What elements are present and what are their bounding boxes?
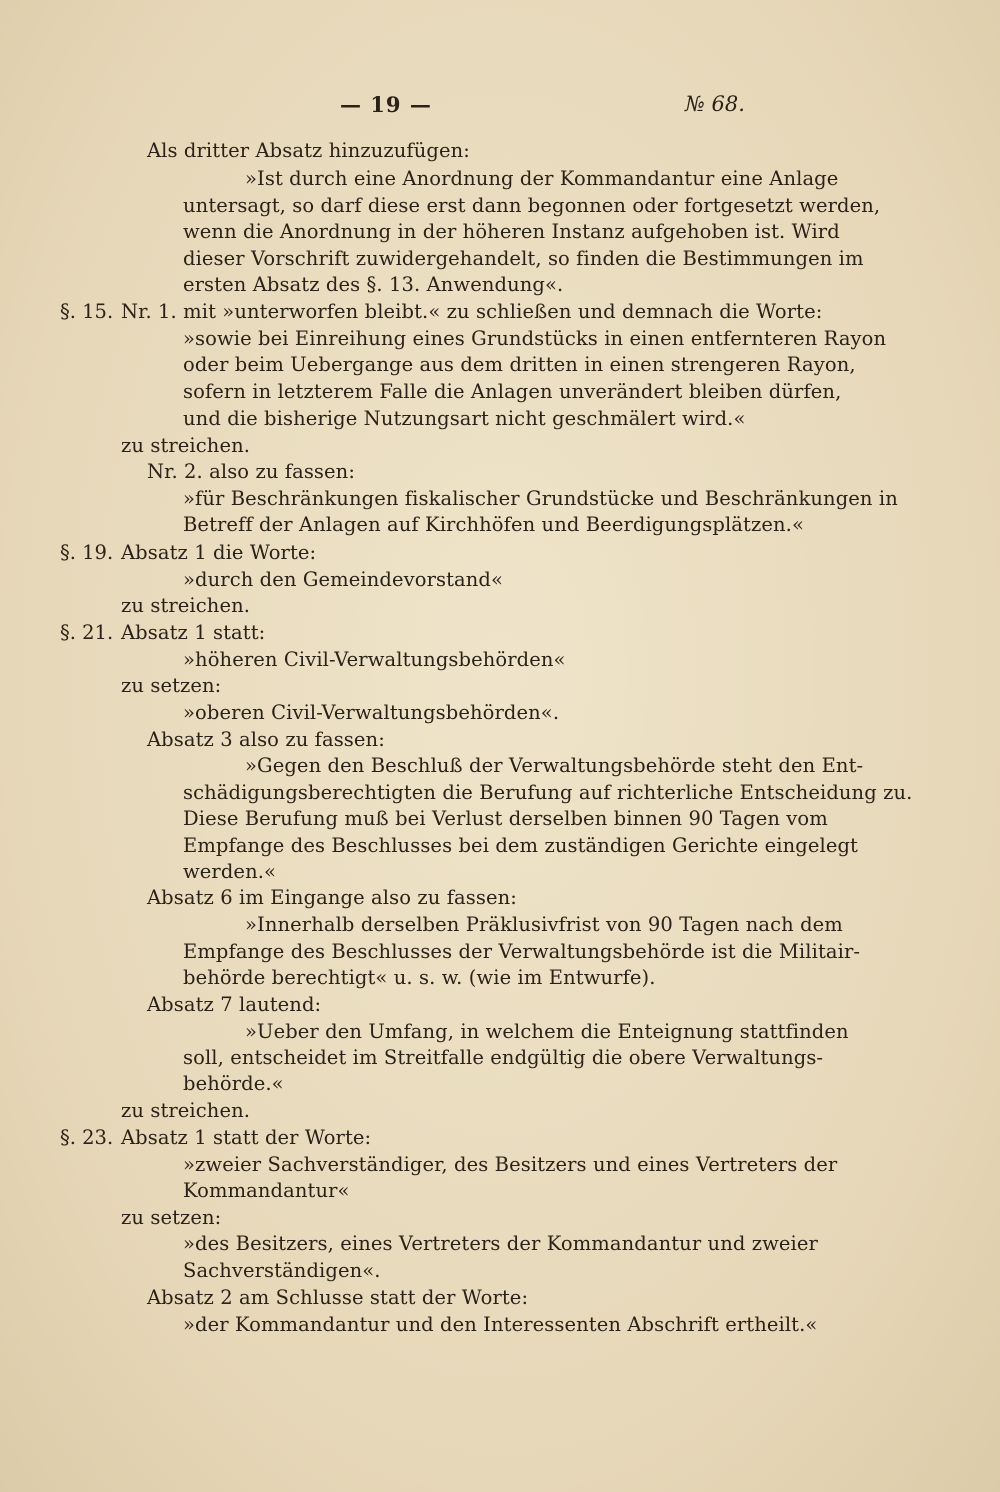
text-line: zu streichen.	[121, 594, 251, 617]
text-line: zu setzen:	[121, 1206, 222, 1229]
text-line: untersagt, so darf diese erst dann begonnen oder fortgesetzt werden,	[183, 194, 881, 217]
section-label-19: §. 19.	[60, 541, 114, 564]
text-line: soll, entscheidet im Streitfalle endgültig die obere Verwaltungs-	[183, 1046, 824, 1069]
text-line: »oberen Civil-Verwaltungsbehörden«.	[183, 701, 560, 724]
text-line: »höheren Civil-Verwaltungsbehörden«	[183, 648, 566, 671]
text-line: »für Beschränkungen fiskalischer Grundstücke und Beschränkungen in	[183, 487, 898, 510]
text-line: »Gegen den Beschluß der Verwaltungsbehörde steht den Ent-	[245, 754, 864, 777]
section-label-23: §. 23.	[60, 1126, 114, 1149]
text-line: Empfange des Beschlusses bei dem zuständigen Gerichte eingelegt	[183, 834, 858, 857]
text-line: Nr. 1. mit »unterworfen bleibt.« zu schließen und demnach die Worte:	[121, 300, 823, 323]
section-label-21: §. 21.	[60, 621, 114, 644]
text-line: »Ueber den Umfang, in welchem die Enteignung stattfinden	[245, 1020, 849, 1043]
text-line: behörde berechtigt« u. s. w. (wie im Entwurfe).	[183, 966, 656, 989]
text-line: Betreff der Anlagen auf Kirchhöfen und Beerdigungsplätzen.«	[183, 513, 804, 536]
text-line: Absatz 2 am Schlusse statt der Worte:	[147, 1286, 529, 1309]
text-line: Nr. 2. also zu fassen:	[147, 460, 356, 483]
text-line: »der Kommandantur und den Interessenten Abschrift ertheilt.«	[183, 1313, 818, 1336]
text-line: Kommandantur«	[183, 1179, 350, 1202]
text-line: Absatz 1 die Worte:	[121, 541, 317, 564]
page-number: — 19 —	[340, 92, 432, 117]
text-line: zu streichen.	[121, 1099, 251, 1122]
text-line: zu setzen:	[121, 674, 222, 697]
text-line: Absatz 3 also zu fassen:	[147, 728, 385, 751]
text-line: Empfange des Beschlusses der Verwaltungsbehörde ist die Militair-	[183, 940, 861, 963]
text-line: ersten Absatz des §. 13. Anwendung«.	[183, 273, 564, 296]
text-line: »des Besitzers, eines Vertreters der Kommandantur und zweier	[183, 1232, 818, 1255]
text-line: Als dritter Absatz hinzuzufügen:	[147, 139, 470, 162]
text-line: Absatz 1 statt:	[121, 621, 266, 644]
text-line: oder beim Uebergange aus dem dritten in einen strengeren Rayon,	[183, 353, 856, 376]
text-line: »Ist durch eine Anordnung der Kommandantur eine Anlage	[245, 167, 839, 190]
text-line: schädigungsberechtigten die Berufung auf richterliche Entscheidung zu.	[183, 781, 913, 804]
text-line: »Innerhalb derselben Präklusivfrist von 90 Tagen nach dem	[245, 913, 843, 936]
text-line: dieser Vorschrift zuwidergehandelt, so finden die Bestimmungen im	[183, 247, 864, 270]
text-line: werden.«	[183, 860, 277, 883]
text-line: sofern in letzterem Falle die Anlagen unverändert bleiben dürfen,	[183, 380, 842, 403]
section-label-15: §. 15.	[60, 300, 114, 323]
text-line: Absatz 7 lautend:	[147, 993, 322, 1016]
text-line: wenn die Anordnung in der höheren Instanz aufgehoben ist. Wird	[183, 220, 840, 243]
text-line: Absatz 1 statt der Worte:	[121, 1126, 372, 1149]
document-number: № 68.	[685, 92, 745, 116]
text-line: zu streichen.	[121, 434, 251, 457]
text-line: »sowie bei Einreihung eines Grundstücks in einen entfernteren Rayon	[183, 327, 887, 350]
text-line: und die bisherige Nutzungsart nicht geschmälert wird.«	[183, 407, 746, 430]
text-line: »durch den Gemeindevorstand«	[183, 568, 504, 591]
text-line: Sachverständigen«.	[183, 1259, 381, 1282]
text-line: Absatz 6 im Eingange also zu fassen:	[147, 886, 517, 909]
text-line: behörde.«	[183, 1072, 284, 1095]
text-line: »zweier Sachverständiger, des Besitzers und eines Vertreters der	[183, 1153, 838, 1176]
text-line: Diese Berufung muß bei Verlust derselben binnen 90 Tagen vom	[183, 807, 828, 830]
